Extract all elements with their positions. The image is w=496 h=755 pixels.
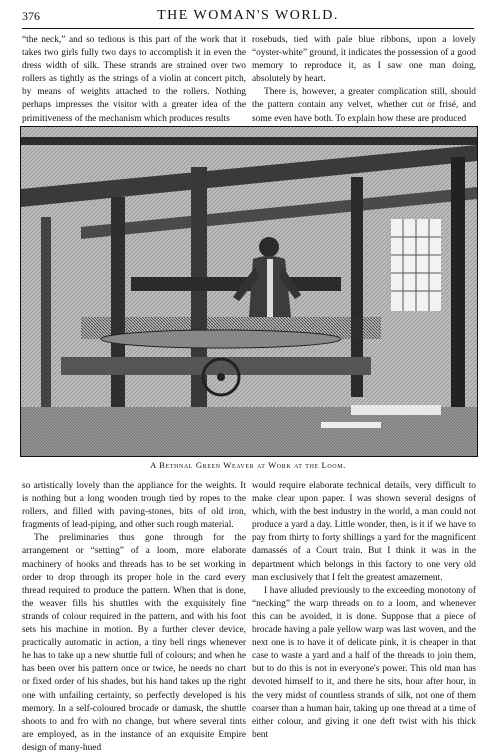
paragraph: The preliminaries thus gone through for the arrangement or “setting” of a loom, more elaborate machinery of hooks and threads has to be set working in order to drop through its proper hole in the card every thread required to produce the pattern. When that is done, the weaver fills his shuttles with the exquisitely fine strands of colour required in the pattern, and with his foot sets his machine in motion. By a further clever device, practically automatic in action, a tiny bell rings whenever he has to take up a new shuttle full of colours; and when he has been over his pattern once or twice, he needs no chart or fixed order of his shades, but his hand takes up the right one with unfailing certainty, so perfectly developed is his memory. In a self-coloured brocade or damask, the shuttle shoots to and fro with no change, but where several tints are employed, as in the instance of an exquisite Empire design of many-hued (22, 533, 246, 753)
column-bottom-right (252, 480, 476, 742)
illustration-drawing (21, 127, 477, 456)
paragraph: so artistically lovely than the appliance for the weights. It is nothing but a long wooden trough tied by ropes to the rollers, and filled with paving-stones, bits of old iron, fragments of lead-piping, and other such rough material. (22, 481, 246, 531)
header-rule (22, 28, 474, 29)
figure-caption: A Bethnal Green Weaver at Work at the Loom. (150, 460, 346, 470)
paragraph: “the neck,” and so tedious is this part of the work that it takes two girls fully two days to accomplish it in even the dress width of silk. These strands are strained over two rollers as tightly as the strings of a violin at concert pitch, by means of weights attached to the rollers. Nothing perhaps impresses the visitor with a greater idea of the primitiveness of the mechanism which produces results (22, 35, 246, 124)
page-number: 376 (22, 9, 40, 23)
paragraph: There is, however, a greater complication still, should the pattern contain any velvet, whether cut or frisé, and some even have both. To explain how these are produced (252, 87, 476, 124)
page-header (22, 8, 474, 28)
paragraph: I have alluded previously to the exceeding monotony of “necking” the warp threads on to a loom, and whenever this can be avoided, it is done. Suppose that a piece of brocade having a pale yellow warp was last woven, and the next one is to have it of delicate pink, it is cheaper in that case to waste a yard and a half of the threads to join them, but to do this is not in everyone's power. This old man has devoted himself to it, and there he sits, hour after hour, in the very midst of countless strands of silk, not one of them coarser than a human hair, taking up one thread at a time of either colour, and giving it one deft twist with his thick bent (252, 585, 476, 740)
engraving-weaver-at-loom (20, 126, 478, 457)
running-title: THE WOMAN'S WORLD. (157, 8, 339, 23)
column-bottom-left (22, 480, 246, 755)
column-top-right (252, 34, 476, 126)
paragraph: rosebuds, tied with pale blue ribbons, upon a lovely “oyster-white” ground, it indicates the possession of a good memory to reproduce it, as I saw one man doing, absolutely by heart. (252, 35, 476, 85)
paragraph: would require elaborate technical details, very difficult to make clear upon paper. I was shown several designs of which, with the best industry in the world, a man could not produce a yard a day. Little wonder, then, is it if we have to pay from thirty to forty shillings a yard for the magnificent damassés of a Court train. But I think it was in the department which belongs in this factory to one very old man exclusively that I felt the greatest amazement. (252, 481, 476, 583)
column-top-left (22, 34, 246, 126)
